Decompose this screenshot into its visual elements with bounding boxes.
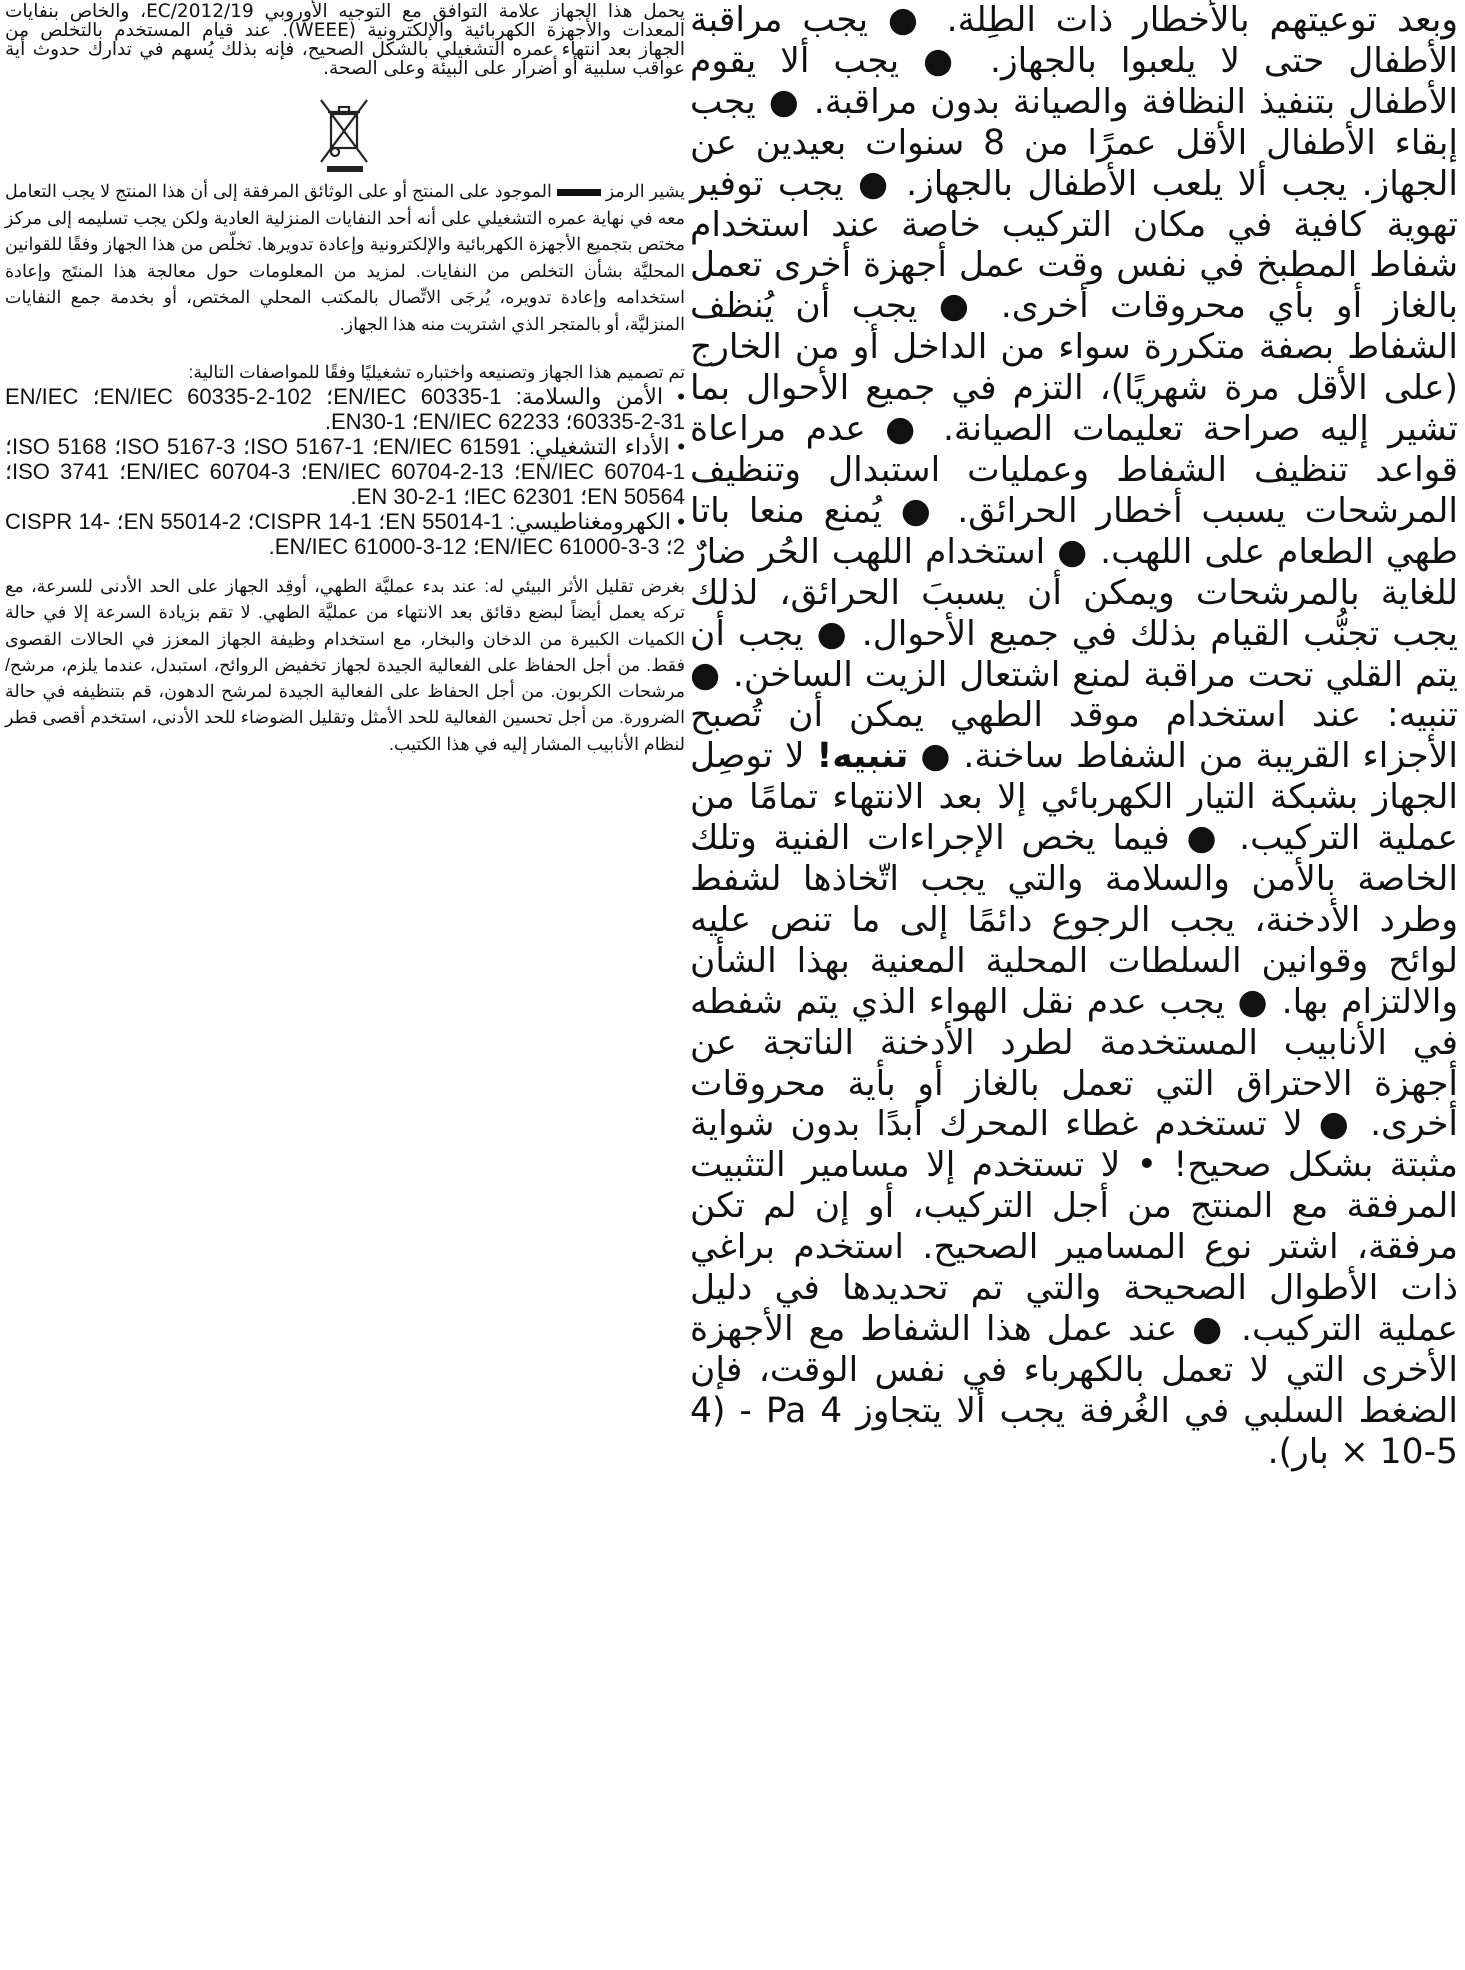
compliance-standards: [5, 361, 685, 559]
compliance-intro: تم تصميم هذا الجهاز وتصنيعه واختباره تشغيليًا وفقًا للمواصفات التالية:: [188, 362, 685, 382]
safety-warnings-column: [690, 0, 1458, 1970]
performance-standards-list: EN/IEC 61591؛ ISO 5167-1؛ ISO 5167-3؛ ISO 5168؛ EN/IEC 60704-1؛ EN/IEC 60704-2-13؛ EN/IEC 60704-3؛ ISO 3741؛ EN 50564؛ IEC 62301؛ EN 30-2-1.: [5, 434, 686, 509]
emc-standards: [5, 509, 685, 559]
symbol-text-before: يشير الرمز: [605, 181, 685, 201]
emc-label: • الكهرومغناطيسي:: [509, 509, 685, 534]
emc-standards-list: EN 55014-1؛ CISPR 14-1؛ EN 55014-2؛ CISPR 14-2؛ EN/IEC 61000-3-3؛ EN/IEC 61000-3-12.: [5, 509, 685, 559]
warning-label: تنبيه!: [816, 736, 909, 777]
weee-directive-paragraph: يحمل هذا الجهاز علامة التوافق مع التوجيه الأوروبي 2012/19/EC، والخاص بنفايات المعدات والأجهزة الكهربائية والإلكترونية (WEEE). عند قيام المستخدم بالتخلص من الجهاز بعد انتهاء عمره التشغيلي بالشكل الصحيح، فإنه بذلك يُسهم في تدارك حدوث أية عواقب سلبية أو أضرار على البيئة وعلى الصحة.: [5, 1, 685, 79]
safety-warnings-part-2: لا توصِل الجهاز بشبكة التيار الكهربائي إلا بعد الانتهاء تمامًا من عملية التركيب. ● فيما يخص الإجراءات الفنية وتلك الخاصة بالأمن والسلامة والتي يجب اتّخاذها لشفط وطرد الأدخنة، يجب الرجوع دائمًا إلى ما تنص عليه لوائح وقوانين السلطات المحلية المعنية بهذا الشأن والالتزام بها. ● يجب عدم نقل الهواء الذي يتم شفطه في الأنابيب المستخدمة لطرد الأدخنة الناتجة عن أجهزة الاحتراق التي تعمل بالغاز أو بأية محروقات أخرى. ● لا تستخدم غطاء المحرك أبدًا بدون شواية مثبتة بشكل صحيح! • لا تستخدم إلا مسامير التثبيت المرفقة مع المنتج من أجل التركيب، أو إن لم تكن مرفقة، اشتر نوع المسامير الصحيح. استخدم براغي ذات الأطوال الصحيحة والتي تم تحديدها في دليل عملية التركيب. ● عند عمل هذا الشفاط مع الأجهزة الأخرى التي لا تعمل بالكهرباء في نفس الوقت، فإن الضغط السلبي في الغُرفة يجب ألا يتجاوز 4 Pa - (4 × 10-5 بار).: [690, 736, 1459, 1472]
eco-tips-paragraph: بغرض تقليل الأثر البيئي له: عند بدء عمليَّة الطهي، أوقِد الجهاز على الحد الأدنى للسرعة، مع تركه يعمل أيضاً لبضع دقائق بعد الانتهاء من عمليَّة الطهي. لا تقم بزيادة السرعة إلا في حالة الكميات الكبيرة من الدخان والبخار، مع استخدام وظيفة الجهاز المعزز في الحالات القصوى فقط. من أجل الحفاظ على الفعالية الجيدة لجهاز تخفيض الروائح، استبدل، عندما يلزم، مرشح/مرشحات الكربون. من أجل الحفاظ على الفعالية الجيدة لمرشح الدهون، قم بتنظيفه في حالة الضرورة. من أجل تحسين الفعالية للحد الأمثل وتقليل الضوضاء للحد الأدنى، استخدم أقصى قطر لنظام الأنابيب المشار إليه في هذا الكتيب.: [5, 576, 685, 754]
safety-standards: [5, 384, 685, 434]
symbol-text-after: الموجود على المنتج أو على الوثائق المرفقة إلى أن هذا المنتج لا يجب التعامل معه في نهاية عمره التشغيلي على أنه أحد النفايات المنزلية العادية ولكن يجب تسليمه إلى مركز مختص بتجميع الأجهزة الكهربائية والإلكترونية وإعادة تدويرها. تخلّص من هذا الجهاز وفقًا للقوانين المحليَّة بشأن التخلص من النفايات. لمزيد من المعلومات حول معالجة هذا المنتَج وإعادة استخدامه وإعادة تدويره، يُرجَى الاتِّصال بالمكتب المحلي المختص، أو بخدمة جمع النفايات المنزليَّة، أو بالمتجر الذي اشتريت منه هذا الجهاز.: [5, 181, 685, 334]
safety-warnings-text: [690, 0, 1458, 1473]
safety-standards-list: EN/IEC 60335-1؛ EN/IEC 60335-2-102؛ EN/IEC 60335-2-31؛ EN/IEC 62233؛ EN30-1.: [5, 384, 685, 434]
performance-standards: [5, 434, 685, 509]
disposal-and-compliance-column: [5, 0, 685, 1970]
symbol-explanation-paragraph: [5, 178, 685, 337]
crossed-out-wheelie-bin-icon: [5, 96, 685, 178]
performance-label: • الأداء التشغيلي:: [528, 434, 686, 459]
safety-warnings-part-1: وبعد توعيتهم بالأخطار ذات الطِلة. ● يجب مراقبة الأطفال حتى لا يلعبوا بالجهاز. ● يجب ألا يقوم الأطفال بتنفيذ النظافة والصيانة بدون مراقبة. ● يجب إبقاء الأطفال الأقل عمرًا من 8 سنوات بعيدين عن الجهاز. يجب ألا يلعب الأطفال بالجهاز. ● يجب توفير تهوية كافية في مكان التركيب خاصة عند استخدام شفاط المطبخ في نفس وقت عمل أجهزة أخرى تعمل بالغاز أو بأي محروقات أخرى. ● يجب أن يُنظف الشفاط بصفة متكررة سواء من الداخل أو من الخارج (على الأقل مرة شهريًا)، التزم في جميع الأحوال بما تشير إليه صراحة تعليمات الصيانة. ● عدم مراعاة قواعد تنظيف الشفاط وعمليات استبدال وتنظيف المرشحات يسبب أخطار الحرائق. ● يُمنع منعا باتا طهي الطعام على اللهب. ● استخدام اللهب الحُر ضارٌ للغاية بالمرشحات ويمكن أن يسببَ الحرائق، لذلك يجب تجنُّب القيام بذلك في جميع الأحوال. ● يجب أن يتم القلي تحت مراقبة لمنع اشتعال الزيت الساخن. ● تنبيه: عند استخدام موقد الطهي يمكن أن تُصبح الأجزاء القريبة من الشفاط ساخنة. ●: [690, 0, 1458, 777]
black-bar-symbol: [557, 189, 601, 196]
safety-label: • الأمن والسلامة:: [515, 384, 685, 409]
